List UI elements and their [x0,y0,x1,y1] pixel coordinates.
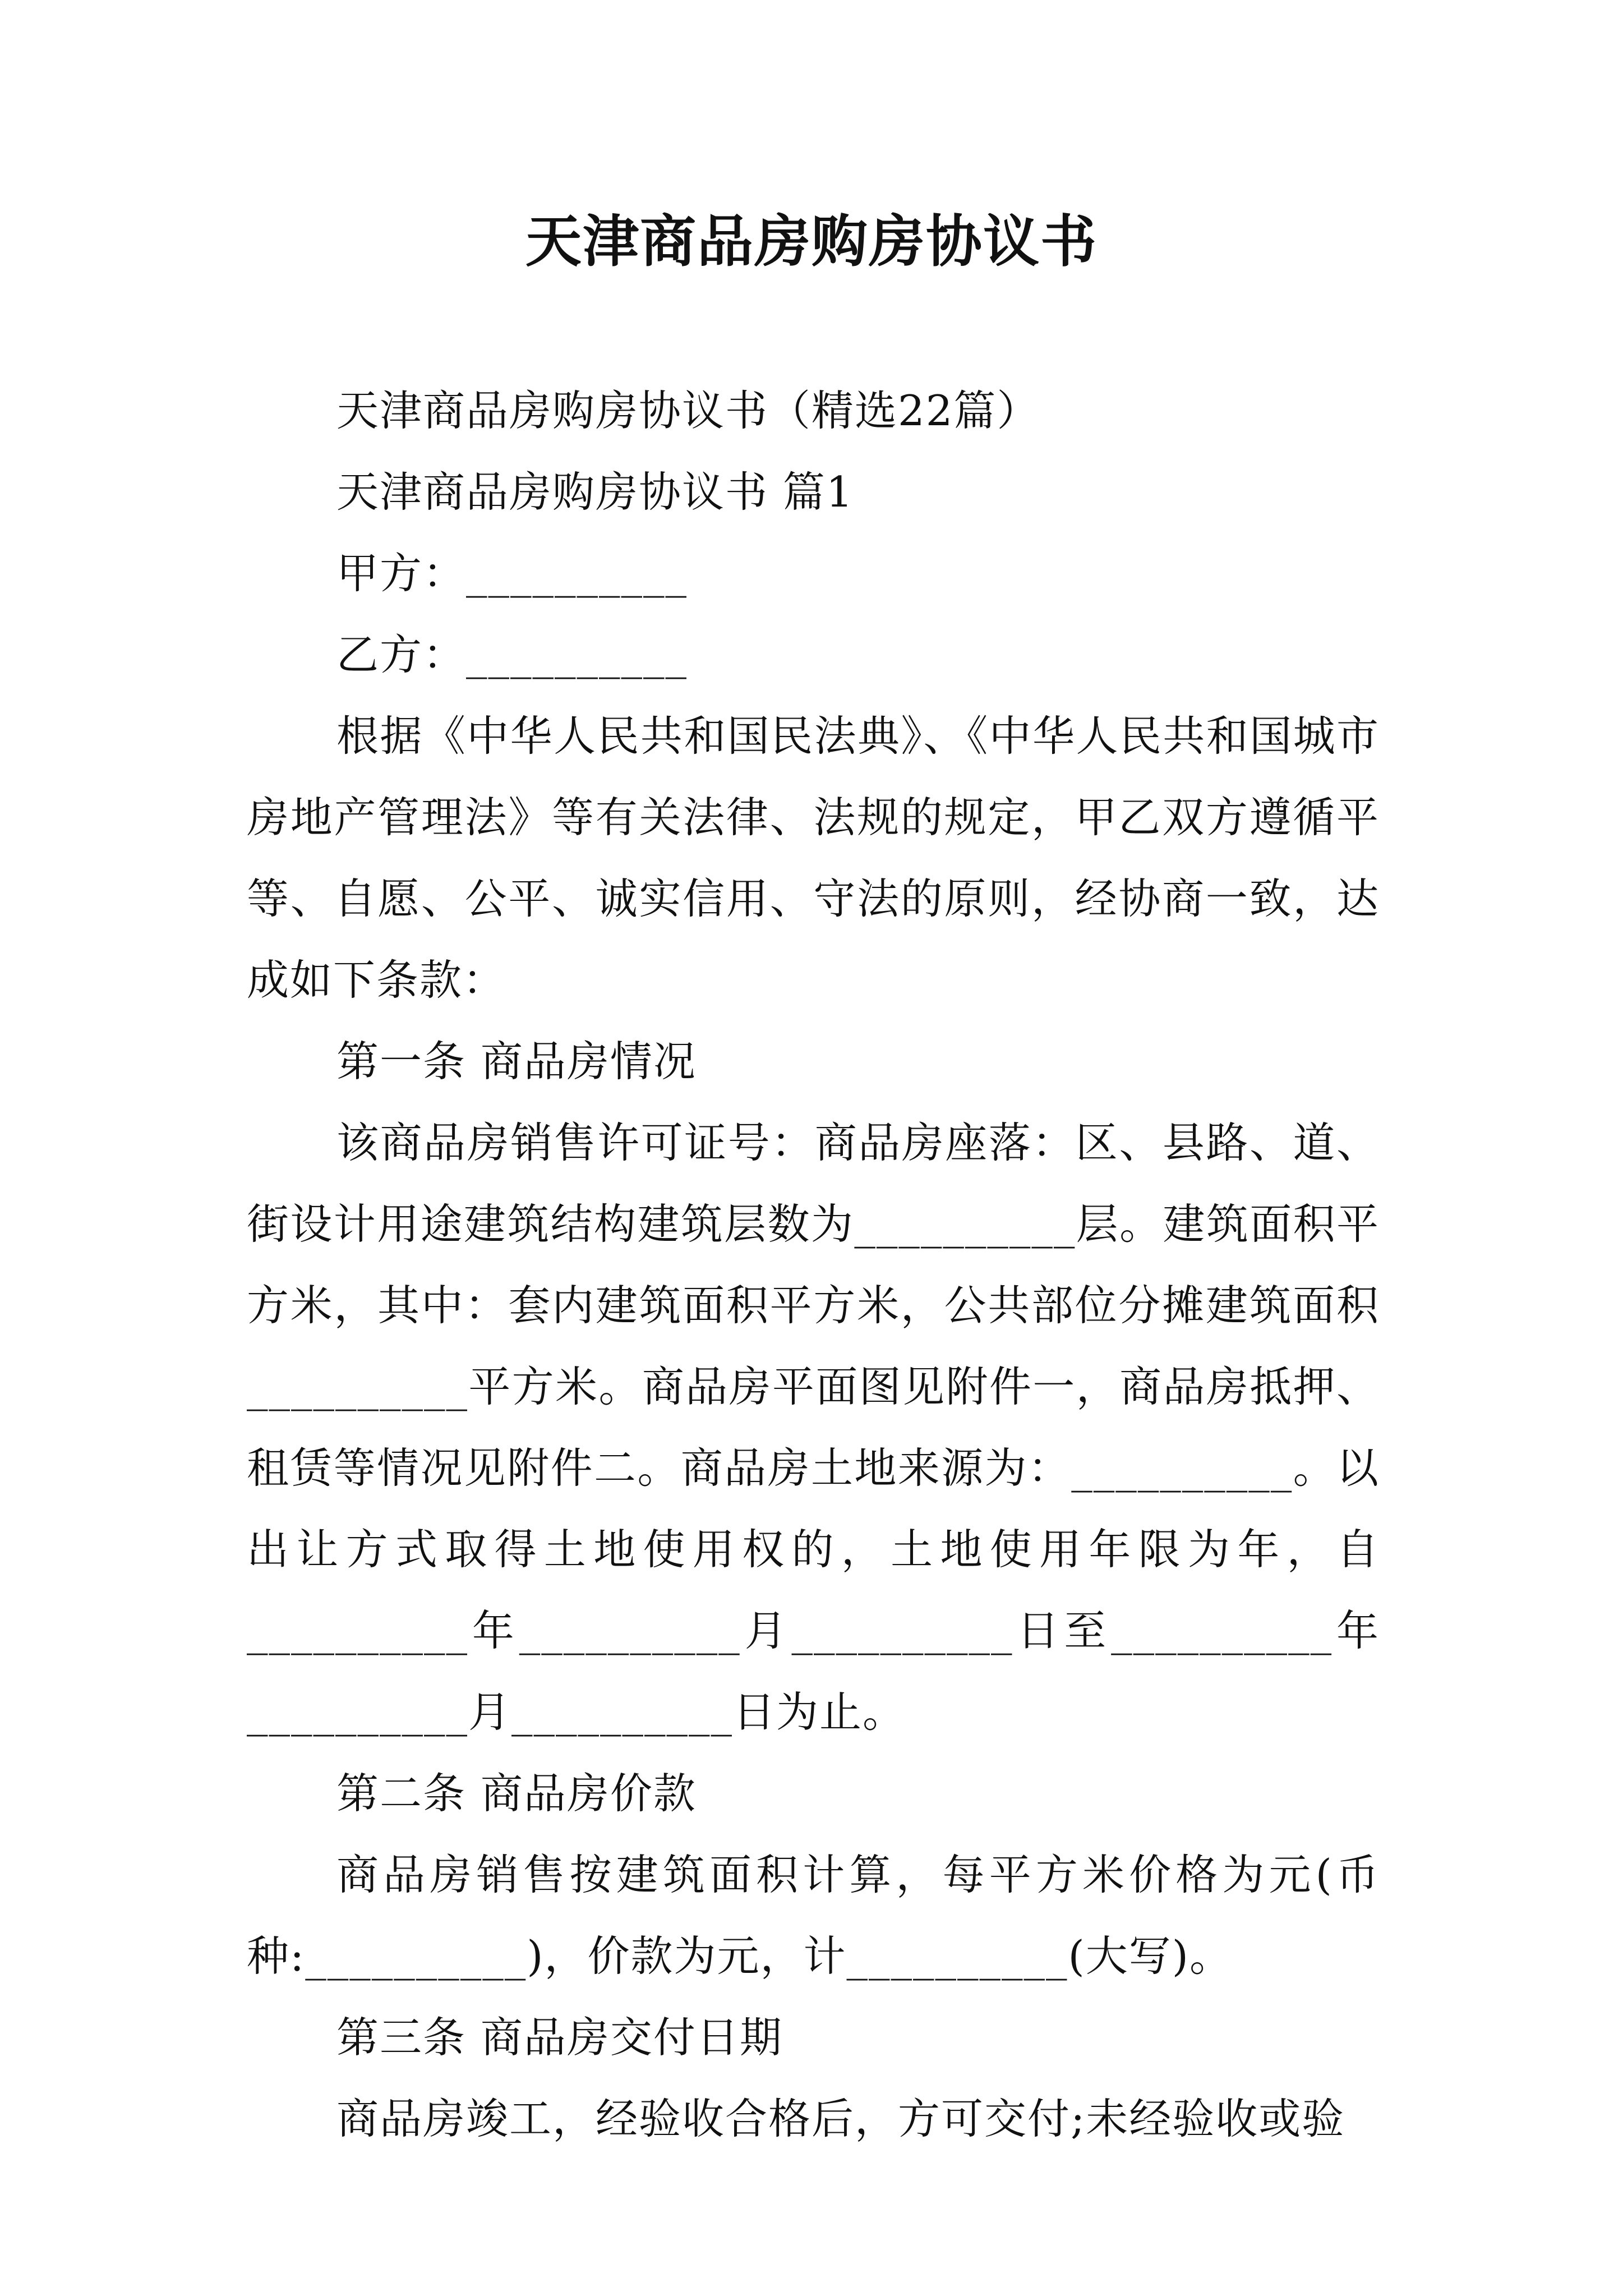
preamble-paragraph: 根据《中华人民共和国民法典》、《中华人民共和国城市房地产管理法》等有关法律、法规的规定，甲乙双方遵循平等、自愿、公平、诚实信用、守法的原则，经协商一致，达成如下条款： [247,711,1380,1005]
party-a-line: 甲方：__________ [336,549,688,598]
article-1-paragraph: 该商品房销售许可证号：商品房座落：区、县路、道、街设计用途建筑结构建筑层数为__________层。建筑面积平方米，其中：套内建筑面积平方米，公共部位分摊建筑面积__________平方米。商品房平面图见附件一，商品房抵押、租赁等情况见附件二。商品房土地来源为：__________。以出让方式取得土地使用权的，土地使用年限为年，自__________年__________月__________日至__________年__________月__________日为止。 [247,1118,1380,1737]
article-3-heading: 第三条 商品房交付日期 [336,2013,783,2062]
party-b-line: 乙方：__________ [336,630,688,679]
document-body [247,370,1380,2160]
article-3-paragraph: 商品房竣工，经验收合格后，方可交付;未经验收或验 [336,2094,1345,2143]
section-heading: 天津商品房购房协议书 篇1 [336,467,854,517]
article-2-heading: 第二条 商品房价款 [336,1769,697,1818]
subtitle-line: 天津商品房购房协议书（精选22篇） [336,386,1040,435]
article-2-paragraph: 商品房销售按建筑面积计算，每平方米价格为元(币种:__________)，价款为元，计__________(大写)。 [247,1850,1380,1981]
article-1-heading: 第一条 商品房情况 [336,1037,697,1086]
document-title: 天津商品房购房协议书 [525,208,1098,274]
